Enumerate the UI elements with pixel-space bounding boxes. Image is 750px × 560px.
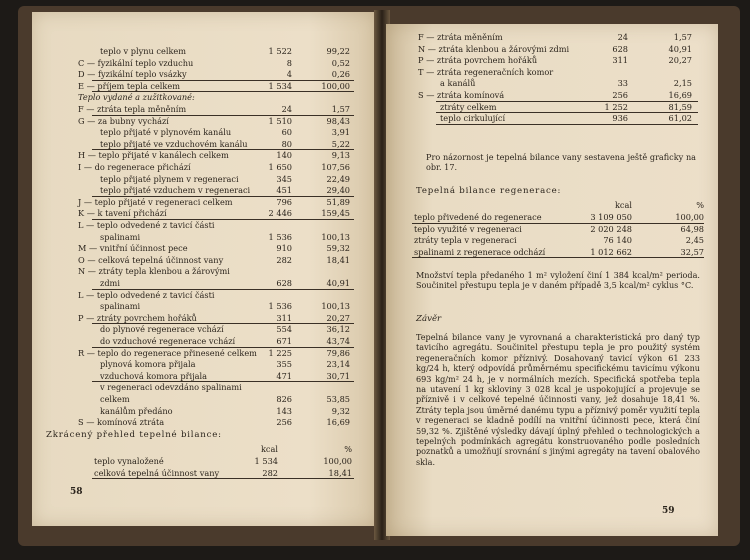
value-kcal: 60 xyxy=(281,127,292,138)
paragraph-1-text: Množství tepla předaného 1 m² vyložení činí 1 384 kcal/m² perioda. Součinitel přestupu tepla je v daném případě 3,5 kcal/m² cyklus °C. xyxy=(416,270,700,291)
row-label: D — fyzikální teplo vsázky xyxy=(78,69,187,80)
value-kcal: 2 446 xyxy=(268,208,292,219)
value-percent: 107,56 xyxy=(321,162,350,172)
unit-pct: % xyxy=(696,200,704,210)
value-kcal: 80 xyxy=(281,138,292,149)
row-label: N — ztráty tepla klenbou a žárovými xyxy=(78,266,230,277)
conclusion-paragraph xyxy=(416,332,700,467)
value-percent: 51,89 xyxy=(326,196,350,207)
value-percent: 43,74 xyxy=(326,336,350,346)
paragraph-1 xyxy=(416,270,700,291)
value-percent: 99,22 xyxy=(326,46,350,56)
value-percent: 40,91 xyxy=(326,278,350,288)
value-kcal: 8 xyxy=(286,57,292,68)
value-percent: 159,45 xyxy=(321,208,350,219)
row-label: spalinami z regenerace odchází xyxy=(414,246,546,257)
row-label: teplo využité v regeneraci xyxy=(414,223,522,234)
row-label: E — příjem tepla celkem xyxy=(78,80,180,91)
row-label: kanálům předáno xyxy=(100,405,173,416)
note-text: Pro názornost je tepelná bilance vany sestavena ještě graficky na obr. 17. xyxy=(426,152,696,173)
value-percent: 100,00 xyxy=(323,456,352,466)
table-rule xyxy=(436,124,698,125)
regen-heading: Tepelná bilance regenerace: xyxy=(416,186,562,196)
row-label: teplo v plynu celkem xyxy=(100,46,187,56)
value-percent: 0,52 xyxy=(331,57,350,68)
row-label: teplo přijaté v plynovém kanálu xyxy=(100,127,232,138)
value-kcal: 471 xyxy=(276,370,292,381)
value-percent: 23,14 xyxy=(326,359,350,370)
row-label: do plynové regenerace vchází xyxy=(100,324,224,335)
value-percent: 100,00 xyxy=(321,80,350,91)
left-page xyxy=(32,12,378,526)
value-kcal: 1 225 xyxy=(268,347,292,358)
value-percent: 22,49 xyxy=(326,173,350,184)
row-label: Teplo vydané a zužitkované: xyxy=(78,92,195,103)
row-label: G — za bubny vychází xyxy=(78,115,169,126)
row-label: teplo přijaté plynem v regeneraci xyxy=(100,173,239,184)
conclusion-text: Tepelná bilance vany je vyrovnaná a charakteristická pro daný typ tavicího agregátu. Součinitel přestupu tepla je pro použitý systém regeneračních komor příznivý. Dosahovaný tavicí výkon 61 233 kg/24 h, který odpovídá průměrnému specifickému tavicímu výkonu 693 kg/m² 24 h, je v normálních mezích. Specifická spotřeba tepla na utavení 1 kg skloviny 3 028 kcal je uspokojující a projevuje se příznivě i v celkové tepelné účinnosti vany, jež dosahuje 18,41 %. Ztráty tepla jsou úměrné danému typu a příznivý poměr využití tepla v regeneraci se kladně podílí na vnitřní účinnosti pece, která činí 59,32 %. Zjištěné výsledky dávají úplný přehled o technologických a tepelných podmínkách agregátu konstruovaného podle posledních poznatků a umožňují srovnání s jinými agregáty na tavení obalového skla. xyxy=(416,332,700,467)
value-percent: 79,86 xyxy=(326,347,350,358)
value-kcal: 1 650 xyxy=(268,162,292,172)
value-kcal: 311 xyxy=(612,55,628,66)
row-label: M — vnitřní účinnost pece xyxy=(78,243,188,254)
row-label: zdmi xyxy=(100,278,120,288)
value-kcal: 1 522 xyxy=(268,46,292,56)
value-percent: 2,15 xyxy=(673,78,692,89)
value-kcal: 554 xyxy=(276,324,292,335)
value-percent: 64,98 xyxy=(680,223,704,234)
row-label: teplo přivedené do regenerace xyxy=(414,212,542,222)
row-label: spalinami xyxy=(100,301,141,312)
value-kcal: 628 xyxy=(276,278,292,288)
conclusion-heading: Závěr xyxy=(416,314,442,324)
value-percent: 59,32 xyxy=(326,243,350,254)
row-label: a kanálů xyxy=(440,78,476,89)
row-label: I — do regenerace přichází xyxy=(78,162,191,172)
value-kcal: 24 xyxy=(281,104,292,114)
row-label: do vzduchové regenerace vchází xyxy=(100,336,236,346)
row-label: K — k tavení přichází xyxy=(78,208,167,219)
page-number: 58 xyxy=(70,487,83,497)
row-label: S — komínová ztráta xyxy=(78,417,165,428)
value-kcal: 4 xyxy=(286,69,292,80)
page-number: 59 xyxy=(662,506,675,516)
value-kcal: 796 xyxy=(276,196,292,207)
value-percent: 53,85 xyxy=(326,394,350,404)
value-kcal: 2 020 248 xyxy=(590,223,632,234)
value-percent: 2,45 xyxy=(685,235,704,246)
value-kcal: 826 xyxy=(276,394,292,404)
value-percent: 100,13 xyxy=(321,231,350,242)
table-rule xyxy=(412,257,704,258)
right-page xyxy=(386,24,718,536)
value-kcal: 936 xyxy=(612,113,628,124)
unit-kcal: kcal xyxy=(260,444,278,454)
value-kcal: 24 xyxy=(617,32,628,42)
value-percent: 18,41 xyxy=(326,254,350,265)
row-label: P — ztráty povrchem hořáků xyxy=(78,312,197,323)
value-percent: 30,71 xyxy=(326,370,350,381)
row-label: S — ztráta komínová xyxy=(418,90,505,100)
row-label: L — teplo odvedené z tavicí části xyxy=(78,220,215,230)
row-label: teplo vynaložené xyxy=(94,456,164,466)
value-percent: 1,57 xyxy=(331,104,350,114)
value-percent: 100,00 xyxy=(675,212,704,222)
value-percent: 18,41 xyxy=(328,467,352,478)
value-percent: 5,22 xyxy=(331,138,350,149)
value-kcal: 3 109 050 xyxy=(590,212,632,222)
row-label: L — teplo odvedené z tavicí části xyxy=(78,289,215,300)
row-label: P — ztráta povrchem hořáků xyxy=(418,55,538,66)
value-percent: 20,27 xyxy=(668,55,692,66)
row-label: C — fyzikální teplo vzduchu xyxy=(78,57,194,68)
value-kcal: 256 xyxy=(276,417,292,428)
value-percent: 16,69 xyxy=(326,417,350,428)
value-percent: 3,91 xyxy=(331,127,350,138)
row-label: v regeneraci odevzdáno spalinami xyxy=(100,382,242,393)
row-label: J — teplo přijaté v regeneraci celkem xyxy=(78,196,233,207)
row-label: spalinami xyxy=(100,231,141,242)
unit-kcal: kcal xyxy=(614,200,632,210)
row-label: celkem xyxy=(100,394,130,404)
value-percent: 32,57 xyxy=(680,246,704,257)
row-label: teplo cirkulující xyxy=(440,113,506,124)
value-percent: 9,13 xyxy=(331,150,350,161)
row-label: H — teplo přijaté v kanálech celkem xyxy=(78,150,229,161)
value-kcal: 910 xyxy=(276,243,292,254)
value-kcal: 311 xyxy=(276,312,292,323)
row-label: F — ztráta tepla měněním xyxy=(78,104,187,114)
row-label: vzduchová komora přijala xyxy=(100,370,208,381)
value-percent: 81,59 xyxy=(668,101,692,112)
row-label: F — ztráta měněním xyxy=(418,32,503,42)
value-percent: 20,27 xyxy=(326,312,350,323)
value-kcal: 76 140 xyxy=(603,235,632,246)
value-kcal: 1 536 xyxy=(268,231,292,242)
row-label: O — celková tepelná účinnost vany xyxy=(78,254,224,265)
value-kcal: 345 xyxy=(276,173,292,184)
value-kcal: 1 536 xyxy=(268,301,292,312)
value-kcal: 256 xyxy=(612,90,628,100)
value-percent: 40,91 xyxy=(668,43,692,54)
table-rule xyxy=(92,478,354,479)
value-kcal: 671 xyxy=(276,336,292,346)
summary-heading: Zkrácený přehled tepelné bilance: xyxy=(46,430,222,440)
row-label: ztráty celkem xyxy=(440,101,497,112)
value-percent: 16,69 xyxy=(668,90,692,100)
value-percent: 9,32 xyxy=(331,405,350,416)
row-label: ztráty tepla v regeneraci xyxy=(414,235,517,246)
value-kcal: 282 xyxy=(262,467,278,478)
value-percent: 0,26 xyxy=(331,69,350,80)
value-kcal: 140 xyxy=(276,150,292,161)
value-kcal: 355 xyxy=(276,359,292,370)
value-kcal: 451 xyxy=(276,185,292,196)
value-percent: 1,57 xyxy=(673,32,692,42)
value-percent: 98,43 xyxy=(326,115,350,126)
value-kcal: 1 510 xyxy=(268,115,292,126)
value-percent: 36,12 xyxy=(326,324,350,335)
value-kcal: 33 xyxy=(617,78,628,89)
row-label: celková tepelná účinnost vany xyxy=(94,467,220,478)
value-kcal: 1 534 xyxy=(268,80,292,91)
row-label: teplo přijaté vzduchem v regeneraci xyxy=(100,185,251,196)
value-kcal: 628 xyxy=(612,43,628,54)
unit-pct: % xyxy=(344,444,352,454)
note-paragraph xyxy=(426,152,696,173)
row-label: teplo přijaté ve vzduchovém kanálu xyxy=(100,138,248,149)
value-kcal: 1 534 xyxy=(254,456,278,466)
value-kcal: 1 252 xyxy=(604,101,628,112)
row-label: N — ztráta klenbou a žárovými zdmi xyxy=(418,43,570,54)
value-kcal: 1 012 662 xyxy=(590,246,632,257)
row-label: R — teplo do regenerace přinesené celkem xyxy=(78,347,257,358)
value-kcal: 143 xyxy=(276,405,292,416)
row-label: plynová komora přijala xyxy=(100,359,196,370)
value-percent: 100,13 xyxy=(321,301,350,312)
value-kcal: 282 xyxy=(276,254,292,265)
row-label: T — ztráta regeneračních komor xyxy=(418,66,554,77)
value-percent: 61,02 xyxy=(668,113,692,124)
value-percent: 29,40 xyxy=(326,185,350,196)
